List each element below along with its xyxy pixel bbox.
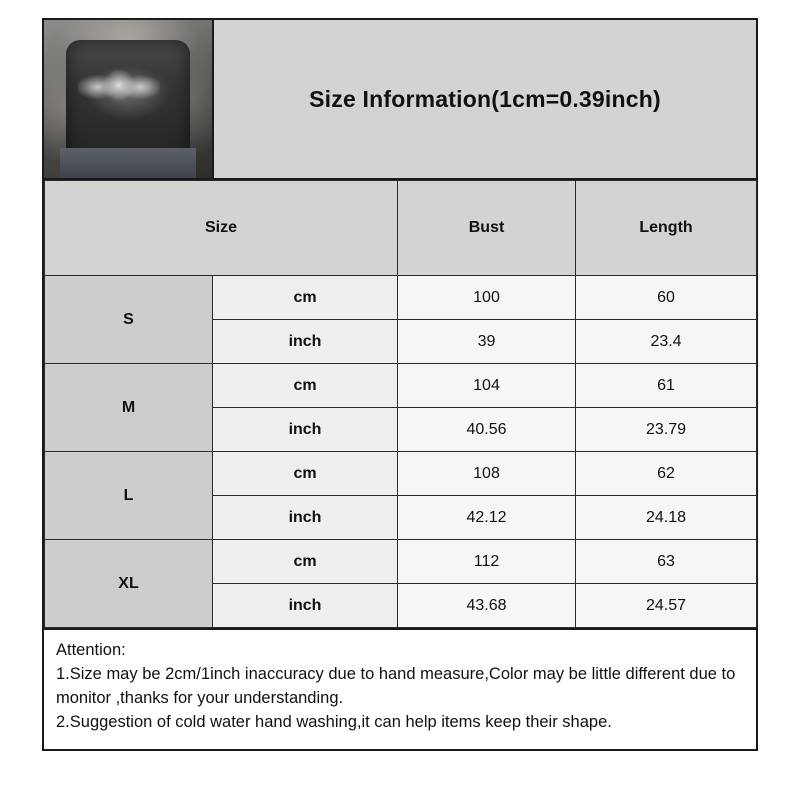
unit-label: cm <box>213 364 398 408</box>
bust-value: 112 <box>398 540 576 584</box>
attention-line-1: 1.Size may be 2cm/1inch inaccuracy due to hand measure,Color may be little different due to monitor ,thanks for your understanding. <box>56 665 736 707</box>
chart-title-cell <box>214 20 756 180</box>
bust-value: 100 <box>398 276 576 320</box>
header-length: Length <box>576 181 757 276</box>
length-value: 60 <box>576 276 757 320</box>
attention-heading: Attention: <box>56 641 126 659</box>
chart-header-row <box>44 20 756 180</box>
length-value: 63 <box>576 540 757 584</box>
tshirt-print-graphic <box>78 64 160 112</box>
bust-value: 104 <box>398 364 576 408</box>
header-bust: Bust <box>398 181 576 276</box>
bust-value: 108 <box>398 452 576 496</box>
unit-label: cm <box>213 540 398 584</box>
bust-value: 40.56 <box>398 408 576 452</box>
bust-value: 39 <box>398 320 576 364</box>
size-chart-container <box>42 18 758 751</box>
size-label: S <box>45 276 213 364</box>
page-title: Size Information(1cm=0.39inch) <box>309 85 661 112</box>
table-row <box>45 452 757 496</box>
attention-notes <box>44 628 756 749</box>
table-row <box>45 364 757 408</box>
product-thumbnail <box>44 20 214 180</box>
unit-label: inch <box>213 320 398 364</box>
length-value: 24.57 <box>576 584 757 628</box>
table-row <box>45 276 757 320</box>
length-value: 23.79 <box>576 408 757 452</box>
length-value: 62 <box>576 452 757 496</box>
bust-value: 43.68 <box>398 584 576 628</box>
length-value: 24.18 <box>576 496 757 540</box>
size-table <box>44 180 757 628</box>
unit-label: inch <box>213 408 398 452</box>
table-row <box>45 540 757 584</box>
attention-line-2: 2.Suggestion of cold water hand washing,it can help items keep their shape. <box>56 713 612 732</box>
unit-label: inch <box>213 496 398 540</box>
size-label: M <box>45 364 213 452</box>
header-size: Size <box>45 181 398 276</box>
size-label: XL <box>45 540 213 628</box>
jeans-shape <box>60 148 196 178</box>
size-label: L <box>45 452 213 540</box>
length-value: 61 <box>576 364 757 408</box>
unit-label: cm <box>213 276 398 320</box>
unit-label: inch <box>213 584 398 628</box>
unit-label: cm <box>213 452 398 496</box>
length-value: 23.4 <box>576 320 757 364</box>
table-header-row <box>45 181 757 276</box>
bust-value: 42.12 <box>398 496 576 540</box>
